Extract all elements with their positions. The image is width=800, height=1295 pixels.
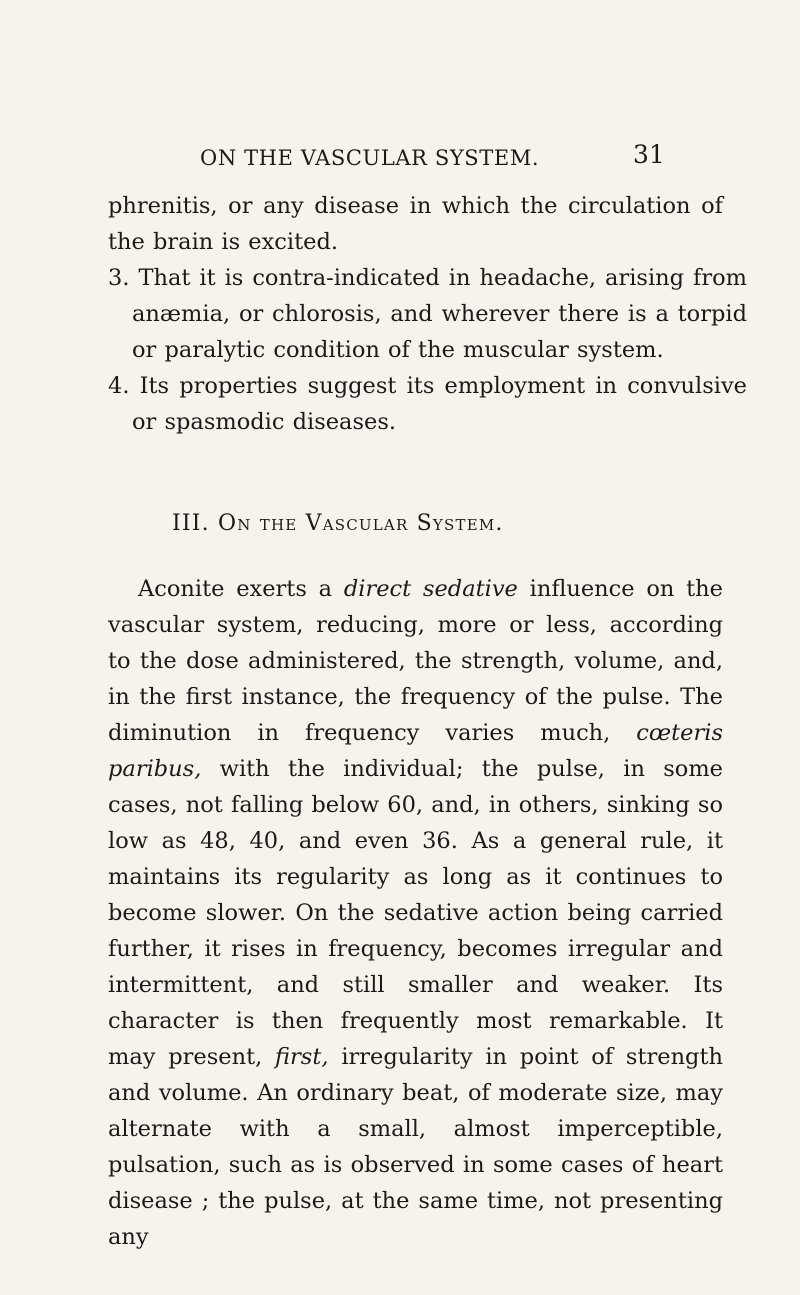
emphasis-text: direct sedative [343,576,518,602]
list-item-text: That it is contra-indicated in headache, arising from anæmia, or chlorosis, and wherever there is a torpid or paralytic condition of the muscular system. [132,265,747,363]
text-run: influence on the vascular system, reducing, more or less, according to the dose administered, the strength, volume, and, in the first instance, the frequency of the pulse. The diminution in frequency varies much, [108,576,723,746]
text-run: with the individual; the pulse, in some cases, not falling below 60, and, in others, sinking so low as 48, 40, and even 36. As a general rule, it maintains its regularity as long as it continues to become slower. On the sedative action being carried further, it rises in frequency, becomes irregular and intermittent, and still smaller and weaker. Its character is then frequently most remarkable. It may present, [108,756,723,1070]
list-item [108,368,747,440]
page-number: 31 [633,140,665,169]
section-heading: III. On the Vascular System. [172,511,504,536]
list-item-text: Its properties suggest its employment in convulsive or spasmodic diseases. [132,373,747,435]
continuation-paragraph: phrenitis, or any disease in which the circulation of the brain is excited. [108,193,723,255]
running-head: ON THE VASCULAR SYSTEM. [200,146,540,170]
text-run: irregularity in point of strength and volume. An ordinary beat, of moderate size, may alternate with a small, almost imperceptible, pulsation, such as is observed in some cases of heart disease ; the pulse, at the same time, not presenting any [108,1044,723,1250]
emphasis-text: cœteris paribus, [108,720,723,782]
list-item-number: 4. [108,373,130,399]
emphasis-text: first, [275,1044,329,1070]
list-item-number: 3. [108,265,130,291]
text-run: Aconite exerts a [138,576,344,602]
list-item [108,260,747,368]
main-paragraph [108,571,723,1255]
